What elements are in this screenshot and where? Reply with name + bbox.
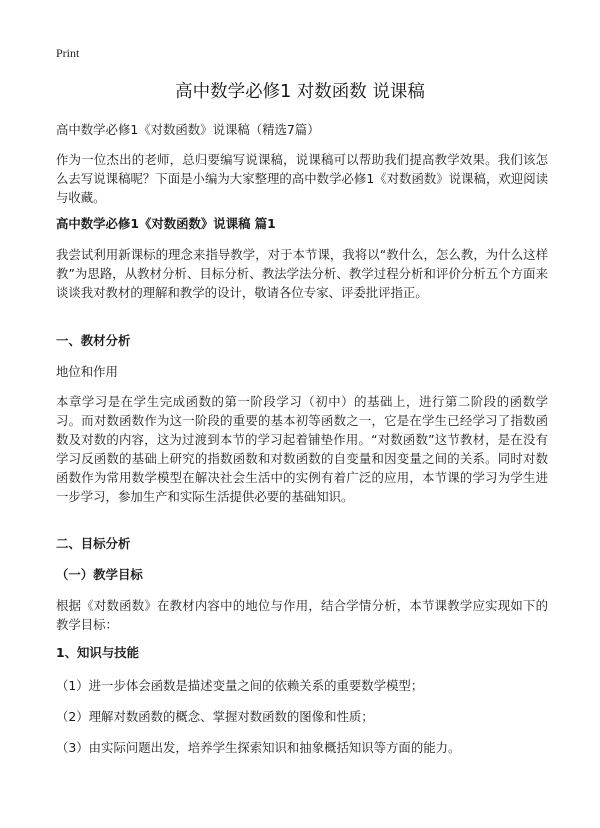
section-2-heading: 二、目标分析 <box>56 536 131 551</box>
section-2-subheading: （一）教学目标 <box>56 567 143 582</box>
article-heading: 高中数学必修1《对数函数》说课稿 篇1 <box>56 216 276 231</box>
paragraph-1: 我尝试利用新课标的理念来指导教学，对于本节课，我将以“教什么，怎么教，为什么这样教”为思路，从教材分析、目标分析、教法学法分析、教学过程分析和评价分析五个方面来谈谈我对教材的理解和教学的设计，敬请各位专家、评委批评指正。 <box>56 247 548 300</box>
intro-paragraph: 作为一位杰出的老师，总归要编写说课稿，说课稿可以帮助我们提高教学效果。我们该怎么去写说课稿呢？下面是小编为大家整理的高中数学必修1《对数函数》说课稿，欢迎阅读与收藏。 <box>56 152 548 205</box>
print-link[interactable]: Print <box>56 46 80 60</box>
section-1-subheading: 地位和作用 <box>56 364 118 379</box>
section-1-heading: 一、教材分析 <box>56 333 131 348</box>
paragraph-3: 根据《对数函数》在教材内容中的地位与作用，结合学情分析，本节课教学应实现如下的教学目标： <box>56 598 548 632</box>
list-item: （3）由实际问题出发，培养学生探索知识和抽象概括知识等方面的能力。 <box>56 740 461 755</box>
list-item: （2）理解对数函数的概念、掌握对数函数的图像和性质； <box>56 709 374 724</box>
paragraph-2: 本章学习是在学生完成函数的第一阶段学习（初中）的基础上，进行第二阶段的函数学习。而对数函数作为这一阶段的重要的基本初等函数之一，它是在学生已经学习了指数函数及对数的内容，这为过渡到本节的学习起着铺垫作用。“对数函数”这节教材，是在没有学习反函数的基础上研究的指数函数和对数函数的自变量和因变量之间的关系。同时对数函数作为常用数学模型在解决社会生活中的实例有着广泛的应用，本节课的学习为学生进一步学习，参加生产和实际生活提供必要的基础知识。 <box>56 394 548 504</box>
subtitle: 高中数学必修1《对数函数》说课稿（精选7篇） <box>56 122 320 137</box>
page-title: 高中数学必修1 对数函数 说课稿 <box>175 82 425 102</box>
section-3-heading: 1、知识与技能 <box>56 645 139 660</box>
list-item: （1）进一步体会函数是描述变量之间的依赖关系的重要数学模型； <box>56 678 424 693</box>
